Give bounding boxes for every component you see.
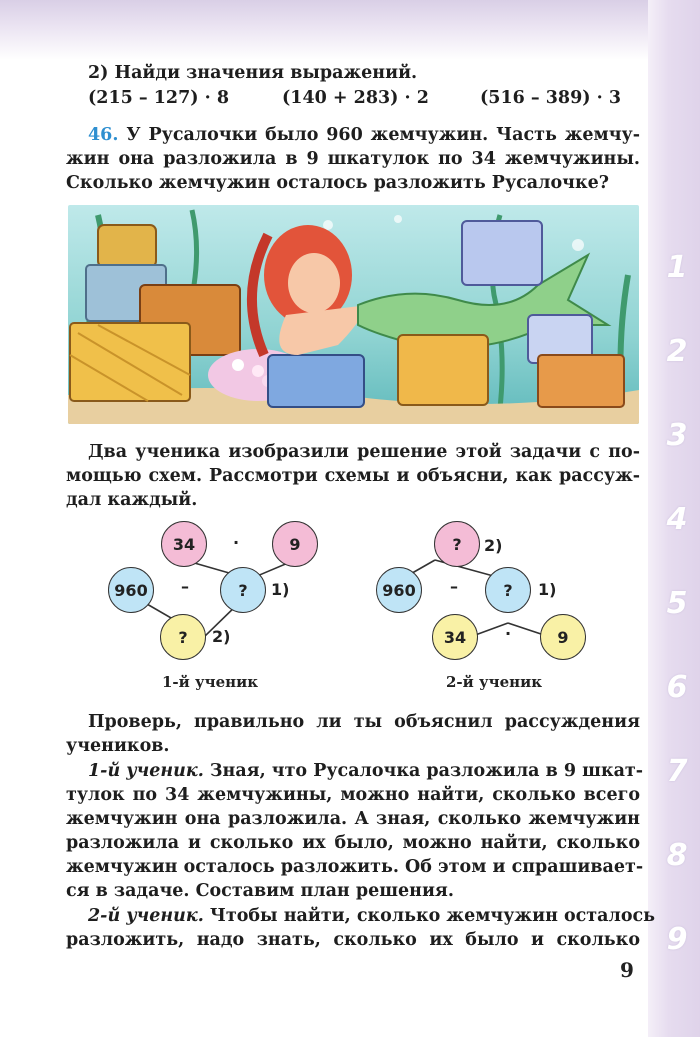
student-2-label: 2-й ученик. xyxy=(88,906,204,926)
side-tab-6: 6 xyxy=(666,670,688,705)
scheme-2-step-2: 2) xyxy=(484,536,503,555)
scheme-2-node-960: 960 xyxy=(376,567,422,613)
scheme-2-step-1: 1) xyxy=(538,580,557,599)
problem-line-2: жин она разложила в 9 шкатулок по 34 жемчужины. xyxy=(66,149,640,169)
side-tab-3: 3 xyxy=(666,418,688,453)
problem-line-1: 46. У Русалочки было 960 жемчужин. Часть жемчу- xyxy=(88,125,641,145)
scheme-1-step-2: 2) xyxy=(212,627,231,646)
mermaid-picture xyxy=(68,205,639,424)
mermaid-illustration xyxy=(68,205,639,424)
scheme-1-node-unknown-1: ? xyxy=(220,567,266,613)
scheme-1-node-9: 9 xyxy=(272,521,318,567)
student-1-line-6: ся в задаче. Составим план решения. xyxy=(66,881,454,901)
side-tab-4: 4 xyxy=(666,502,688,537)
scheme-2-lines xyxy=(0,515,700,695)
side-tab-9: 9 xyxy=(666,922,688,957)
student-1-line-1: 1-й ученик. Зная, что Русалочка разложила в 9 шкат- xyxy=(88,761,644,781)
scheme-1-node-34: 34 xyxy=(161,521,207,567)
scheme-1-caption: 1-й ученик xyxy=(162,673,259,691)
side-tab-5: 5 xyxy=(666,586,688,621)
expression-2: (140 + 283) · 2 xyxy=(282,88,429,108)
side-tab-7: 7 xyxy=(666,754,688,789)
scheme-1-node-960: 960 xyxy=(108,567,154,613)
scheme-1-step-1: 1) xyxy=(271,580,290,599)
page-number: 9 xyxy=(620,958,634,982)
student-1-line-3: жемчужин она разложила. А зная, сколько жемчужин xyxy=(66,809,640,829)
scheme-2-node-34: 34 xyxy=(432,614,478,660)
side-tab-2: 2 xyxy=(666,334,688,369)
task-number: 46. xyxy=(88,125,119,145)
student-2-line-2: разложить, надо знать, сколько их было и сколько xyxy=(66,930,640,950)
student-1-line-2: тулок по 34 жемчужины, можно найти, сколько всего xyxy=(66,785,640,805)
scheme-1-op-minus: – xyxy=(181,577,189,596)
student-1-line-5: жемчужин осталось разложить. Об этом и спрашивает- xyxy=(66,857,644,877)
expression-1: (215 – 127) · 8 xyxy=(88,88,230,108)
check-line-1: Проверь, правильно ли ты объяснил рассуждения xyxy=(88,712,640,732)
scheme-2-caption: 2-й ученик xyxy=(446,673,543,691)
scheme-1-op-multiply: · xyxy=(233,533,240,552)
student-1-line-4: разложила и сколько их было, можно найти, сколько xyxy=(66,833,640,853)
scheme-2-op-minus: – xyxy=(450,577,458,596)
expression-3: (516 – 389) · 3 xyxy=(480,88,622,108)
check-line-2: учеников. xyxy=(66,736,170,756)
intro-line-2: мощью схем. Рассмотри схемы и объясни, как рассуж- xyxy=(66,466,640,486)
side-tab-8: 8 xyxy=(666,838,688,873)
task-part-2: 2) Найди значения выражений. xyxy=(88,63,418,83)
top-decor-band xyxy=(0,0,700,60)
intro-line-3: дал каждый. xyxy=(66,490,198,510)
scheme-1-node-unknown-2: ? xyxy=(160,614,206,660)
student-1-label: 1-й ученик. xyxy=(88,761,204,781)
intro-line-1: Два ученика изобразили решение этой задачи с по- xyxy=(88,442,640,462)
side-tab-1: 1 xyxy=(666,250,688,285)
problem-line-3: Сколько жемчужин осталось разложить Русалочке? xyxy=(66,173,609,193)
scheme-2-node-unknown-1: ? xyxy=(485,567,531,613)
student-2-line-1: 2-й ученик. Чтобы найти, сколько жемчужин осталось xyxy=(88,906,656,926)
scheme-2-node-9: 9 xyxy=(540,614,586,660)
scheme-2-op-multiply: · xyxy=(505,624,512,643)
scheme-2-node-unknown-2: ? xyxy=(434,521,480,567)
